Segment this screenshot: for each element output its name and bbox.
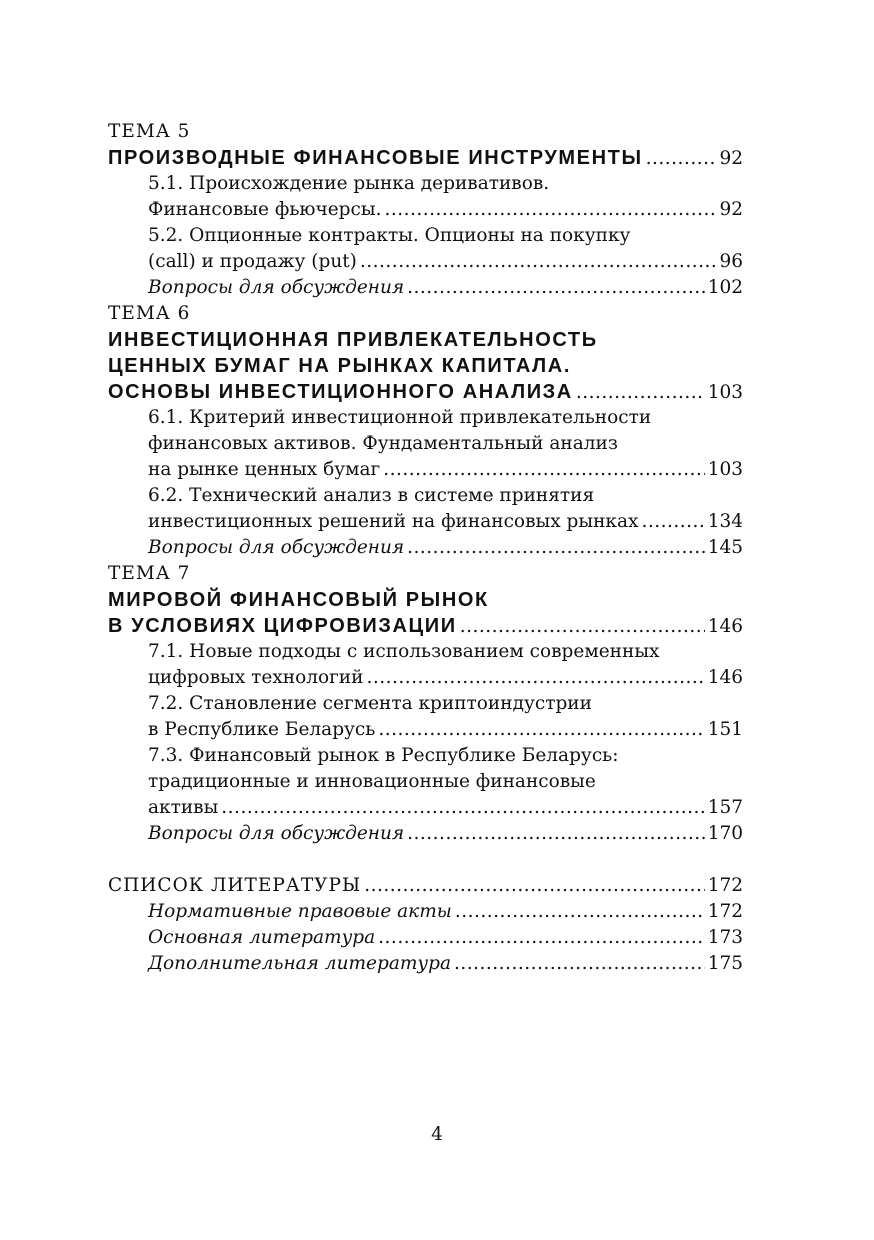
references-item-label: Основная литература xyxy=(148,927,376,948)
references-item-page: 173 xyxy=(707,927,743,948)
references-title: СПИСОК ЛИТЕРАТУРЫ xyxy=(108,875,362,896)
section-7-3-line-3: активы xyxy=(148,797,219,818)
topic-6-questions: Вопросы для обсуждения xyxy=(148,537,405,558)
topic-7-questions-page: 170 xyxy=(707,823,743,844)
dot-leader xyxy=(454,951,705,977)
spacer xyxy=(108,847,743,873)
topic-5-title: ПРОИЗВОДНЫЕ ФИНАНСОВЫЕ ИНСТРУМЕНТЫ xyxy=(108,147,643,169)
section-7-2-entry[interactable] xyxy=(108,717,743,743)
topic-6-title-line-1: ИНВЕСТИЦИОННАЯ ПРИВЛЕКАТЕЛЬНОСТЬ xyxy=(108,329,598,351)
topic-6-questions-entry[interactable] xyxy=(108,535,743,561)
section-5-1-entry[interactable] xyxy=(108,197,743,223)
dot-leader xyxy=(378,925,705,951)
topic-7-title-entry[interactable] xyxy=(108,613,743,639)
section-6-1-line-2: финансовых активов. Фундаментальный анализ xyxy=(148,433,618,454)
references-item-entry[interactable] xyxy=(108,925,743,951)
section-6-1-line-3: на рынке ценных бумаг xyxy=(148,459,381,480)
topic-7-title-line-2: В УСЛОВИЯХ ЦИФРОВИЗАЦИИ xyxy=(108,615,457,637)
section-7-2-line-1: 7.2. Становление сегмента криптоиндустрии xyxy=(148,693,592,714)
topic-6-label: ТЕМА 6 xyxy=(108,303,191,324)
references-item-page: 172 xyxy=(707,901,743,922)
section-7-3-page: 157 xyxy=(707,797,743,818)
section-7-2-page: 151 xyxy=(707,719,743,740)
references-item-entry[interactable] xyxy=(108,899,743,925)
references-entry[interactable] xyxy=(108,873,743,899)
dot-leader xyxy=(385,197,717,223)
references-item-label: Нормативные правовые акты xyxy=(148,901,452,922)
section-5-2-line-1: 5.2. Опционные контракты. Опционы на покупку xyxy=(148,225,631,246)
section-7-1-entry[interactable] xyxy=(108,665,743,691)
dot-leader xyxy=(646,146,717,171)
section-7-1-line-1: 7.1. Новые подходы с использованием современных xyxy=(148,641,660,662)
section-5-1-line-1: 5.1. Происхождение рынка деривативов. xyxy=(148,173,550,194)
dot-leader xyxy=(407,275,705,301)
dot-leader xyxy=(407,821,705,847)
section-5-2-page: 96 xyxy=(719,251,743,272)
topic-7-questions: Вопросы для обсуждения xyxy=(148,823,405,844)
section-7-3-line-1: 7.3. Финансовый рынок в Республике Беларусь: xyxy=(148,745,619,766)
topic-5-title-entry[interactable] xyxy=(108,145,743,171)
topic-6-questions-page: 145 xyxy=(707,537,743,558)
dot-leader xyxy=(576,380,705,405)
dot-leader xyxy=(641,509,704,535)
section-6-1-line-1: 6.1. Критерий инвестиционной привлекательности xyxy=(148,407,652,428)
page-number: 4 xyxy=(431,1124,443,1145)
section-7-1-line-2: цифровых технологий xyxy=(148,667,364,688)
topic-7-page: 146 xyxy=(707,616,743,637)
dot-leader xyxy=(378,717,704,743)
section-6-1-page: 103 xyxy=(707,459,743,480)
dot-leader xyxy=(360,249,717,275)
references-item-label: Дополнительная литература xyxy=(148,953,452,974)
dot-leader xyxy=(366,665,704,691)
section-6-1-entry[interactable] xyxy=(108,457,743,483)
section-7-2-line-2: в Республике Беларусь xyxy=(148,719,376,740)
topic-6-title-line-2: ЦЕННЫХ БУМАГ НА РЫНКАХ КАПИТАЛА. xyxy=(108,355,571,377)
topic-5-questions-entry[interactable] xyxy=(108,275,743,301)
section-6-2-entry[interactable] xyxy=(108,509,743,535)
section-5-1-page: 92 xyxy=(719,199,743,220)
dot-leader xyxy=(460,614,705,639)
topic-6-title-entry[interactable] xyxy=(108,379,743,405)
dot-leader xyxy=(364,873,705,899)
topic-5-questions-page: 102 xyxy=(707,277,743,298)
dot-leader xyxy=(407,535,705,561)
section-5-2-entry[interactable] xyxy=(108,249,743,275)
topic-7-title-line-1: МИРОВОЙ ФИНАНСОВЫЙ РЫНОК xyxy=(108,589,489,611)
topic-7-label: ТЕМА 7 xyxy=(108,563,191,584)
section-5-2-line-2: (call) и продажу (put) xyxy=(148,251,357,272)
section-7-3-line-2: традиционные и инновационные финансовые xyxy=(148,771,596,792)
references-page: 172 xyxy=(707,875,743,896)
section-6-2-page: 134 xyxy=(707,511,743,532)
dot-leader xyxy=(221,795,704,821)
table-of-contents xyxy=(108,119,743,977)
references-item-entry[interactable] xyxy=(108,951,743,977)
section-7-1-page: 146 xyxy=(707,667,743,688)
topic-5-page: 92 xyxy=(719,148,743,169)
topic-5-questions: Вопросы для обсуждения xyxy=(148,277,405,298)
dot-leader xyxy=(455,899,705,925)
section-5-1-line-2: Финансовые фьючерсы. xyxy=(148,199,382,220)
section-6-2-line-1: 6.2. Технический анализ в системе принятия xyxy=(148,485,595,506)
section-6-2-line-2: инвестиционных решений на финансовых рынках xyxy=(148,511,639,532)
section-7-3-entry[interactable] xyxy=(108,795,743,821)
topic-6-title-line-3: ОСНОВЫ ИНВЕСТИЦИОННОГО АНАЛИЗА xyxy=(108,381,573,403)
dot-leader xyxy=(383,457,704,483)
topic-7-questions-entry[interactable] xyxy=(108,821,743,847)
topic-6-page: 103 xyxy=(707,382,743,403)
topic-5-label: ТЕМА 5 xyxy=(108,121,191,142)
references-item-page: 175 xyxy=(707,953,743,974)
